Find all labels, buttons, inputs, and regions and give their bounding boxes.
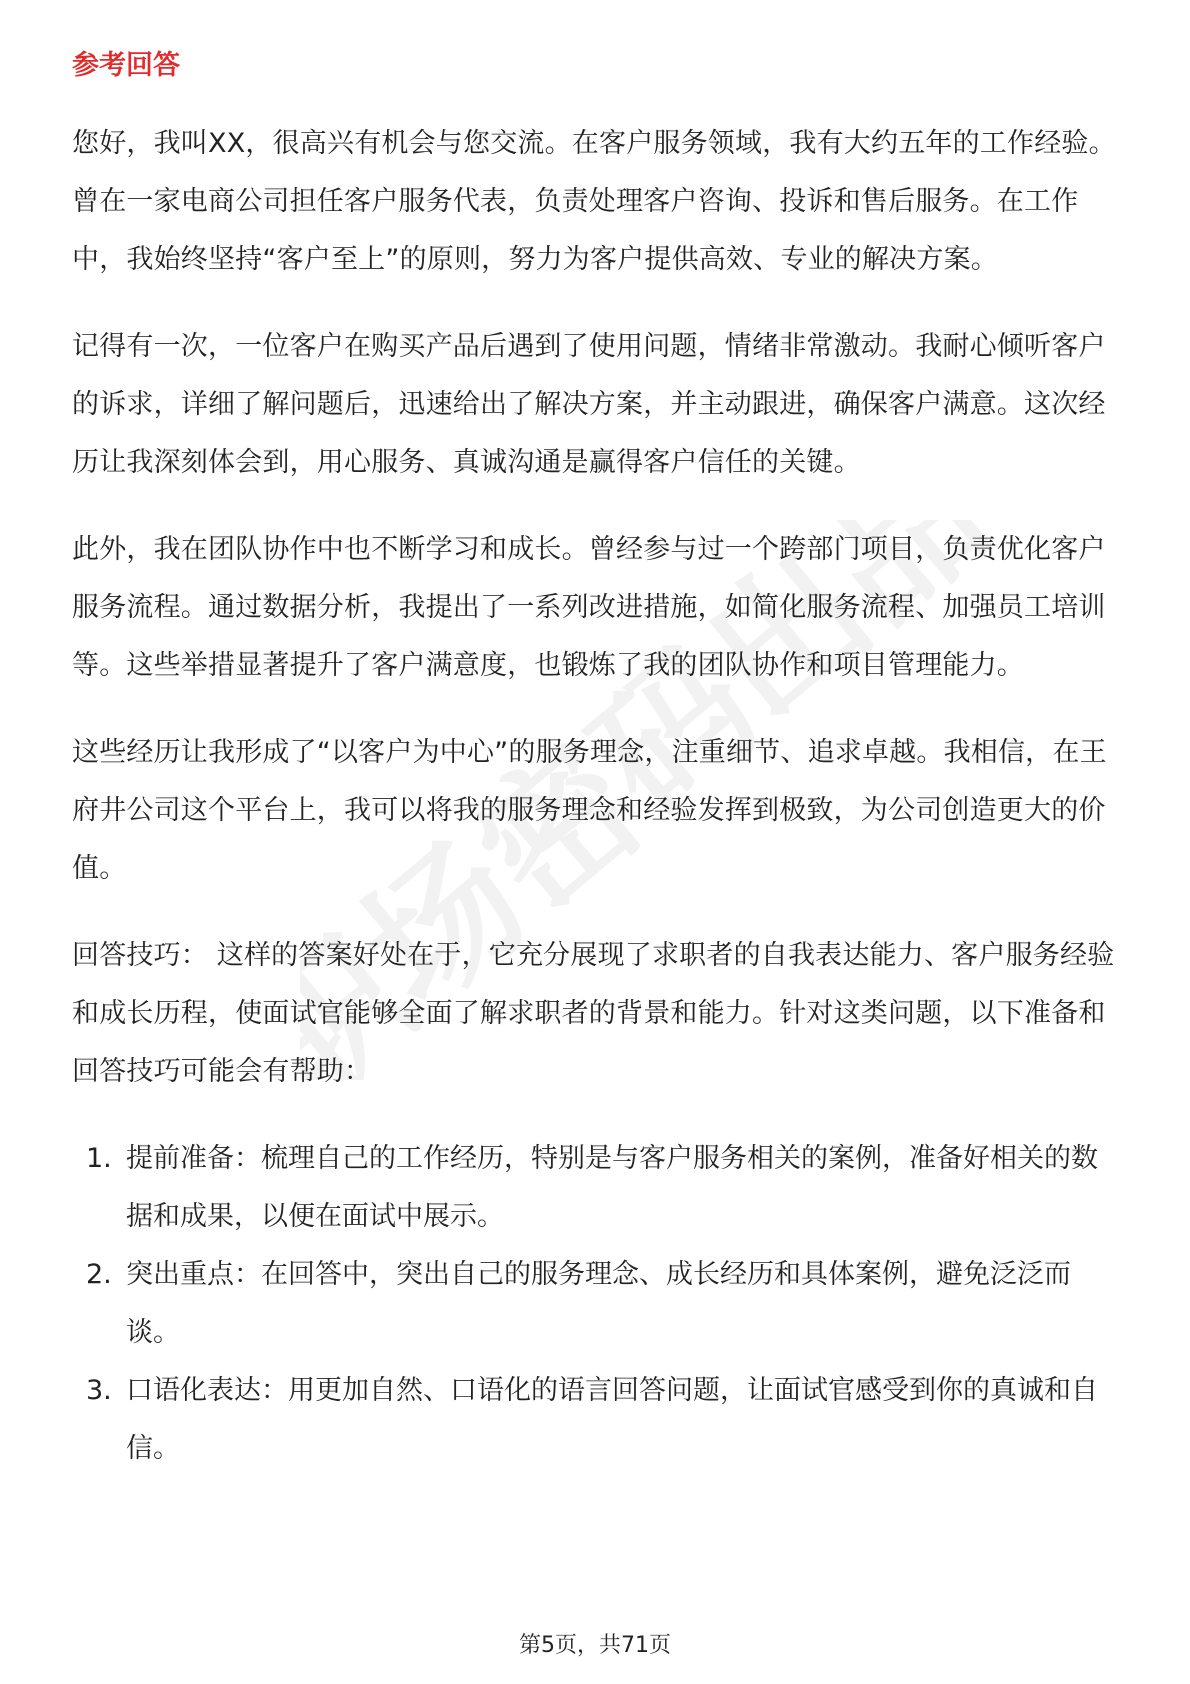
list-item-text: 口语化表达：用更加自然、口语化的语言回答问题，让面试官感受到你的真诚和自信。 [126, 1375, 1098, 1464]
watermark-text: 职场密码出品 [300, 520, 1000, 1080]
paragraph-conclusion: 这些经历让我形成了“以客户为中心”的服务理念，注重细节、追求卓越。我相信，在王府井公司这个平台上，我可以将我的服务理念和经验发挥到极致，为公司创造更大的价值。 [72, 737, 1107, 884]
list-item-text: 提前准备：梳理自己的工作经历，特别是与客户服务相关的案例，准备好相关的数据和成果，以便在面试中展示。 [126, 1143, 1098, 1232]
paragraph-story: 记得有一次，一位客户在购买产品后遇到了使用问题，情绪非常激动。我耐心倾听客户的诉求，详细了解问题后，迅速给出了解决方案，并主动跟进，确保客户满意。这次经历让我深刻体会到，用心服务、真诚沟通是赢得客户信任的关键。 [72, 331, 1106, 478]
list-item-number: 1. [86, 1143, 112, 1174]
list-item-text: 突出重点：在回答中，突出自己的服务理念、成长经历和具体案例，避免泛泛而谈。 [126, 1259, 1071, 1348]
list-item [72, 1130, 1124, 1246]
section-heading: 参考回答 [72, 50, 180, 81]
paragraph-intro: 您好，我叫XX，很高兴有机会与您交流。在客户服务领域，我有大约五年的工作经验。曾在一家电商公司担任客户服务代表，负责处理客户咨询、投诉和售后服务。在工作中，我始终坚持“客户至上”的原则，努力为客户提供高效、专业的解决方案。 [72, 128, 1116, 275]
list-item-number: 2. [86, 1259, 112, 1290]
list-item [72, 1362, 1124, 1478]
paragraph-tips-intro: 回答技巧： 这样的答案好处在于，它充分展现了求职者的自我表达能力、客户服务经验和成长历程，使面试官能够全面了解求职者的背景和能力。针对这类问题，以下准备和回答技巧可能会有帮助： [72, 940, 1115, 1087]
list-item [72, 1246, 1124, 1362]
content-area [72, 46, 1124, 1478]
page-number-footer: 第5页，共71页 [519, 1633, 671, 1658]
paragraph-teamwork: 此外，我在团队协作中也不断学习和成长。曾经参与过一个跨部门项目，负责优化客户服务流程。通过数据分析，我提出了一系列改进措施，如简化服务流程、加强员工培训等。这些举措显著提升了客户满意度，也锻炼了我的团队协作和项目管理能力。 [72, 534, 1106, 681]
tips-list [72, 1130, 1124, 1478]
list-item-number: 3. [86, 1375, 112, 1406]
